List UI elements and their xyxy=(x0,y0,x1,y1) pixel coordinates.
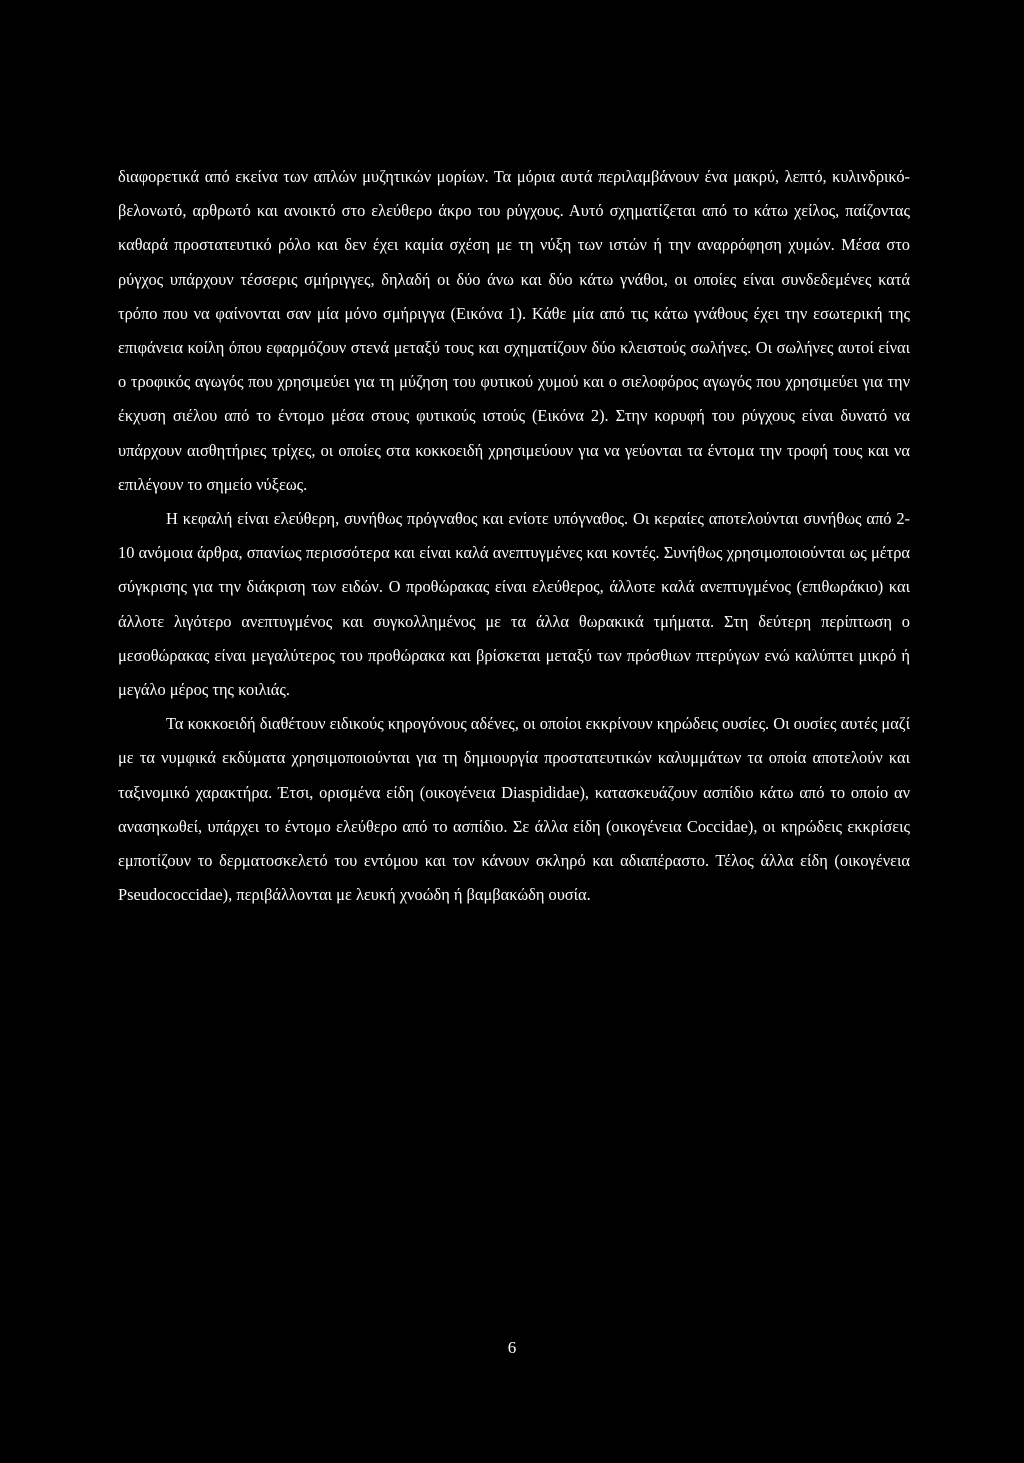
body-text xyxy=(118,160,910,912)
paragraph-2: Η κεφαλή είναι ελεύθερη, συνήθως πρόγναθος και ενίοτε υπόγναθος. Οι κεραίες αποτελούνται συνήθως από 2-10 ανόμοια άρθρα, σπανίως περισσότερα και είναι καλά ανεπτυγμένες και κοντές. Συνήθως χρησιμοποιούνται ως μέτρα σύγκρισης για την διάκριση των ειδών. Ο προθώρακας είναι ελεύθερος, άλλοτε καλά ανεπτυγμένος (επιθωράκιο) και άλλοτε λιγότερο ανεπτυγμένος και συγκολλημένος με τα άλλα θωρακικά τμήματα. Στη δεύτερη περίπτωση ο μεσοθώρακας είναι μεγαλύτερος του προθώρακα και βρίσκεται μεταξύ των πρόσθιων πτερύγων ενώ καλύπτει μικρό ή μεγάλο μέρος της κοιλιάς. xyxy=(118,509,910,700)
paragraph-1: διαφορετικά από εκείνα των απλών μυζητικών μορίων. Τα μόρια αυτά περιλαμβάνουν ένα μακρύ, λεπτό, κυλινδρικό-βελονωτό, αρθρωτό και ανοικτό στο ελεύθερο άκρο του ρύγχους. Αυτό σχηματίζεται από το κάτω χείλος, παίζοντας καθαρά προστατευτικό ρόλο και δεν έχει καμία σχέση με τη νύξη των ιστών ή την αναρρόφηση χυμών. Μέσα στο ρύγχος υπάρχουν τέσσερις σμήριγγες, δηλαδή οι δύο άνω και δύο κάτω γνάθοι, οι οποίες είναι συνδεδεμένες κατά τρόπο που να φαίνονται σαν μία μόνο σμήριγγα (Εικόνα 1). Κάθε μία από τις κάτω γνάθους έχει την εσωτερική της επιφάνεια κοίλη όπου εφαρμόζουν στενά μεταξύ τους και σχηματίζουν δύο κλειστούς σωλήνες. Οι σωλήνες αυτοί είναι ο τροφικός αγωγός που χρησιμεύει για τη μύζηση του φυτικού χυμού και ο σιελοφόρος αγωγός που χρησιμεύει για την έκχυση σιέλου από το έντομο μέσα στους φυτικούς ιστούς (Εικόνα 2). Στην κορυφή του ρύγχους είναι δυνατό να υπάρχουν αισθητήριες τρίχες, οι οποίες στα κοκκοειδή χρησιμεύουν για να γεύονται τα έντομα την τροφή τους και να επιλέγουν το σημείο νύξεως. xyxy=(118,167,910,494)
page-number: 6 xyxy=(507,1338,517,1357)
paragraph-3: Τα κοκκοειδή διαθέτουν ειδικούς κηρογόνους αδένες, οι οποίοι εκκρίνουν κηρώδεις ουσίες. Οι ουσίες αυτές μαζί με τα νυμφικά εκδύματα χρησιμοποιούνται για τη δημιουργία προστατευτικών καλυμμάτων τα οποία αποτελούν και ταξινομικό χαρακτήρα. Έτσι, ορισμένα είδη (οικογένεια Diaspididae), κατασκευάζουν ασπίδιο κάτω από το οποίο αν ανασηκωθεί, υπάρχει το έντομο ελεύθερο από το ασπίδιο. Σε άλλα είδη (οικογένεια Coccidae), οι κηρώδεις εκκρίσεις εμποτίζουν το δερματοσκελετό του εντόμου και τον κάνουν σκληρό και αδιαπέραστο. Τέλος άλλα είδη (οικογένεια Pseudococcidae), περιβάλλονται με λευκή χνοώδη ή βαμβακώδη ουσία. xyxy=(118,714,910,905)
